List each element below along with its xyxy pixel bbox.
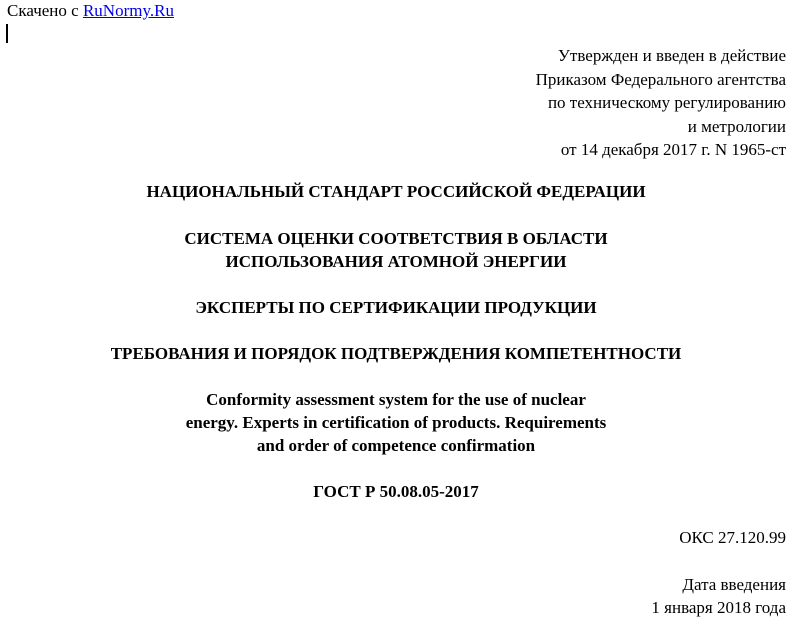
introduction-date: 1 января 2018 года: [651, 598, 786, 617]
system-title: [0, 227, 792, 273]
oks-code: ОКС 27.120.99: [679, 528, 786, 547]
download-source-line: [7, 0, 174, 22]
introduction-label: Дата введения: [682, 575, 786, 594]
requirements-title: ТРЕБОВАНИЯ И ПОРЯДОК ПОДТВЕРЖДЕНИЯ КОМПЕТЕНТНОСТИ: [110, 344, 682, 363]
runormy-link[interactable]: RuNormy.Ru: [82, 1, 174, 20]
approval-line: и метрологии: [687, 116, 786, 136]
english-title-line: and order of competence confirmation: [256, 436, 536, 455]
national-standard-title: НАЦИОНАЛЬНЫЙ СТАНДАРТ РОССИЙСКОЙ ФЕДЕРАЦИИ: [146, 182, 646, 201]
approval-block: [536, 44, 786, 162]
approval-line: Утвержден и введен в действие: [557, 46, 786, 65]
approval-line: по техническому регулированию: [547, 93, 786, 112]
gost-number: ГОСТ Р 50.08.05-2017: [313, 482, 479, 501]
system-title-line: ИСПОЛЬЗОВАНИЯ АТОМНОЙ ЭНЕРГИИ: [225, 252, 567, 271]
download-prefix: Скачено с: [7, 1, 83, 20]
approval-line: от 14 декабря 2017 г. N 1965-ст: [560, 140, 786, 159]
english-title-line: energy. Experts in certification of products. Requirements: [185, 413, 607, 432]
approval-line: Приказом Федерального агентства: [535, 69, 786, 89]
system-title-line: СИСТЕМА ОЦЕНКИ СООТВЕТСТВИЯ В ОБЛАСТИ: [184, 229, 608, 248]
experts-title: ЭКСПЕРТЫ ПО СЕРТИФИКАЦИИ ПРОДУКЦИИ: [195, 298, 597, 317]
english-title: [0, 388, 792, 457]
text-cursor: [6, 24, 8, 43]
english-title-line: Conformity assessment system for the use of nuclear: [206, 390, 586, 409]
